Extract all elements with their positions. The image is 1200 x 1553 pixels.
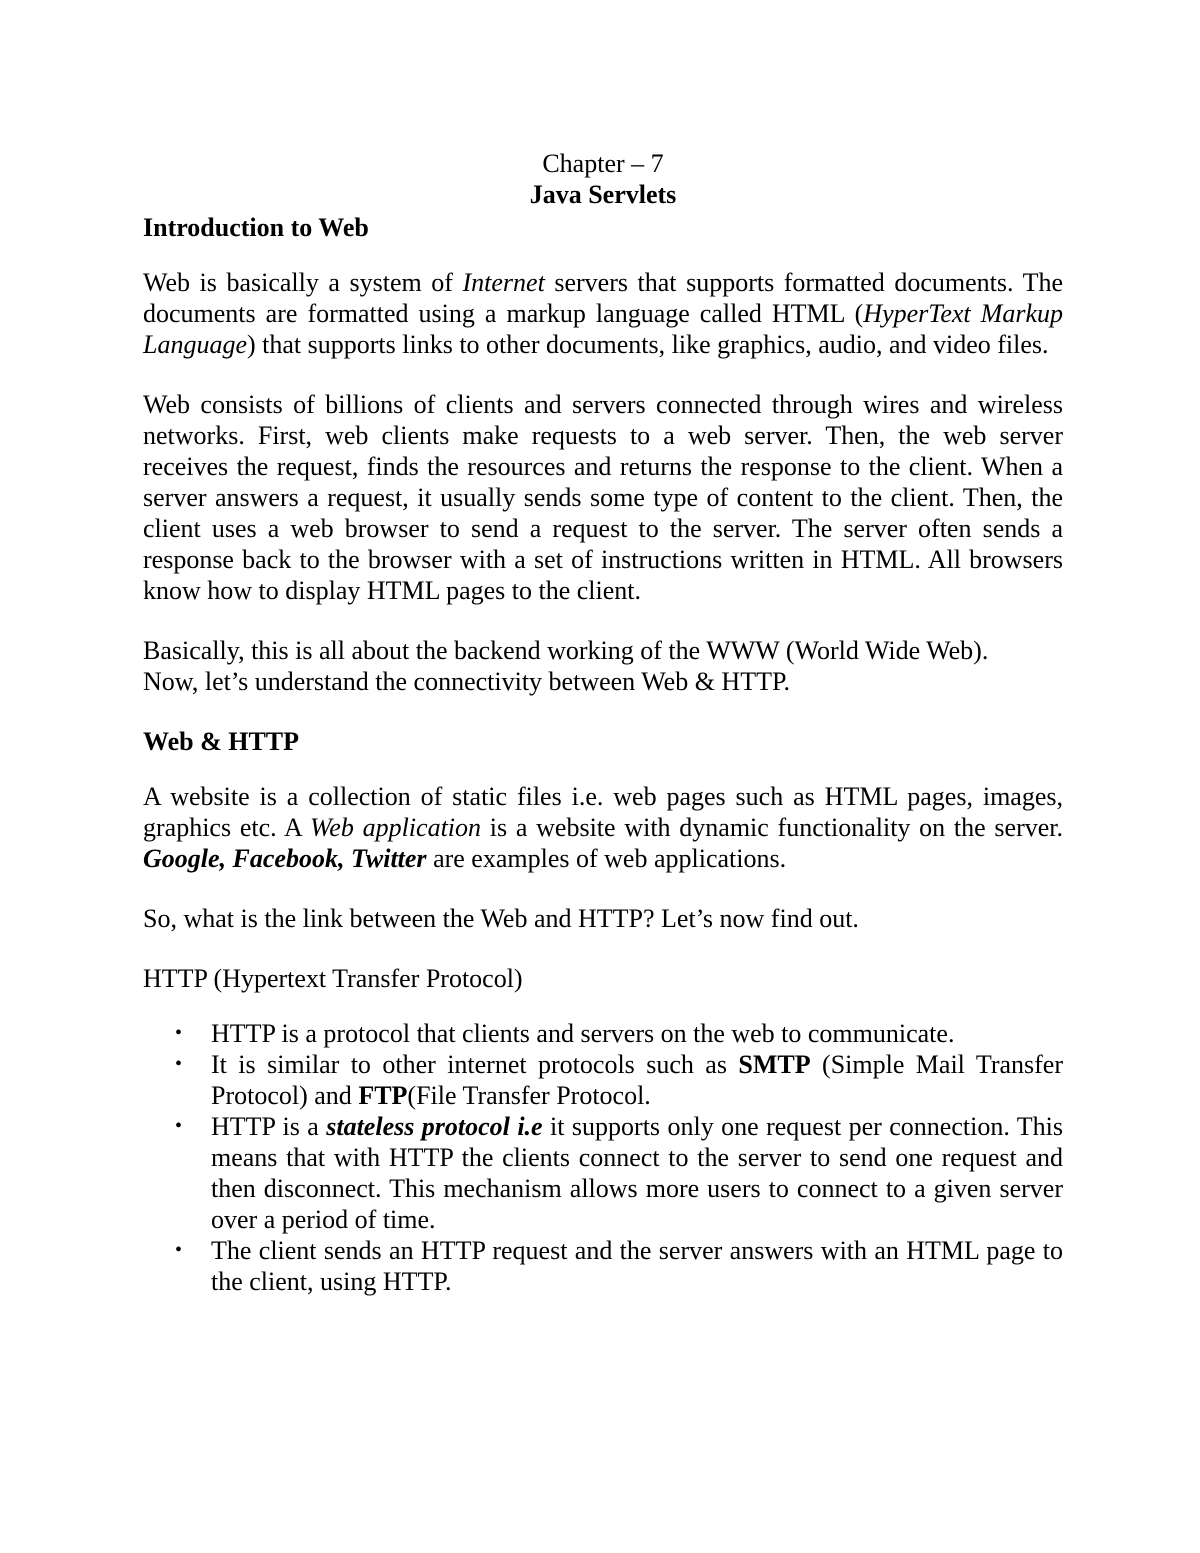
section-heading-intro: Introduction to Web bbox=[143, 213, 369, 242]
intro-paragraph-3 bbox=[143, 635, 1063, 697]
document-page bbox=[143, 148, 1063, 1297]
bullet-icon: • bbox=[175, 1053, 183, 1075]
chapter-label: Chapter – 7 bbox=[542, 149, 664, 178]
list-item: • It is similar to other internet protocols such as SMTP (Simple Mail Transfer Protocol) and FTP(File Transfer Protocol. bbox=[175, 1050, 1064, 1110]
page-title: Java Servlets bbox=[529, 180, 677, 209]
bullet-icon: • bbox=[175, 1022, 183, 1044]
intro-paragraph-3-line-1: Basically, this is all about the backend working of the WWW (World Wide Web). bbox=[143, 636, 989, 665]
list-item: • HTTP is a stateless protocol i.e it supports only one request per connection. This means that with HTTP the clients connect to the server to send one request and then disconnect. This mechanism allows more users to connect to a given server over a period of time. bbox=[175, 1112, 1064, 1234]
bullet-icon: • bbox=[175, 1239, 183, 1261]
list-item: • The client sends an HTTP request and the server answers with an HTML page to the client, using HTTP. bbox=[175, 1236, 1063, 1296]
intro-paragraph-3-line-2: Now, let’s understand the connectivity between Web & HTTP. bbox=[143, 667, 791, 696]
section-heading-web-http: Web & HTTP bbox=[143, 727, 300, 756]
web-http-paragraph-1: A website is a collection of static files i.e. web pages such as HTML pages, images, graphics etc. A Web application is a website with dynamic functionality on the server. Google, Facebook, Twitter are examples of web applications. bbox=[143, 782, 1063, 873]
bullet-icon: • bbox=[175, 1115, 183, 1137]
intro-paragraph-2: Web consists of billions of clients and servers connected through wires and wireless networks. First, web clients make requests to a web server. Then, the web server receives the request, finds the resources and returns the response to the client. When a server answers a request, it usually sends some type of content to the client. Then, the client uses a web browser to send a request to the server. The server often sends a response back to the browser with a set of instructions written in HTML. All browsers know how to display HTML pages to the client. bbox=[143, 390, 1063, 605]
web-http-paragraph-2: So, what is the link between the Web and HTTP? Let’s now find out. bbox=[143, 904, 859, 933]
list-item: • HTTP is a protocol that clients and servers on the web to communicate. bbox=[175, 1019, 955, 1048]
http-subheading: HTTP (Hypertext Transfer Protocol) bbox=[143, 964, 523, 993]
intro-paragraph-1: Web is basically a system of Internet servers that supports formatted documents. The documents are formatted using a markup language called HTML (HyperText Markup Language) that supports links to other documents, like graphics, audio, and video files. bbox=[143, 268, 1064, 359]
http-bullet-list bbox=[143, 1018, 1063, 1297]
